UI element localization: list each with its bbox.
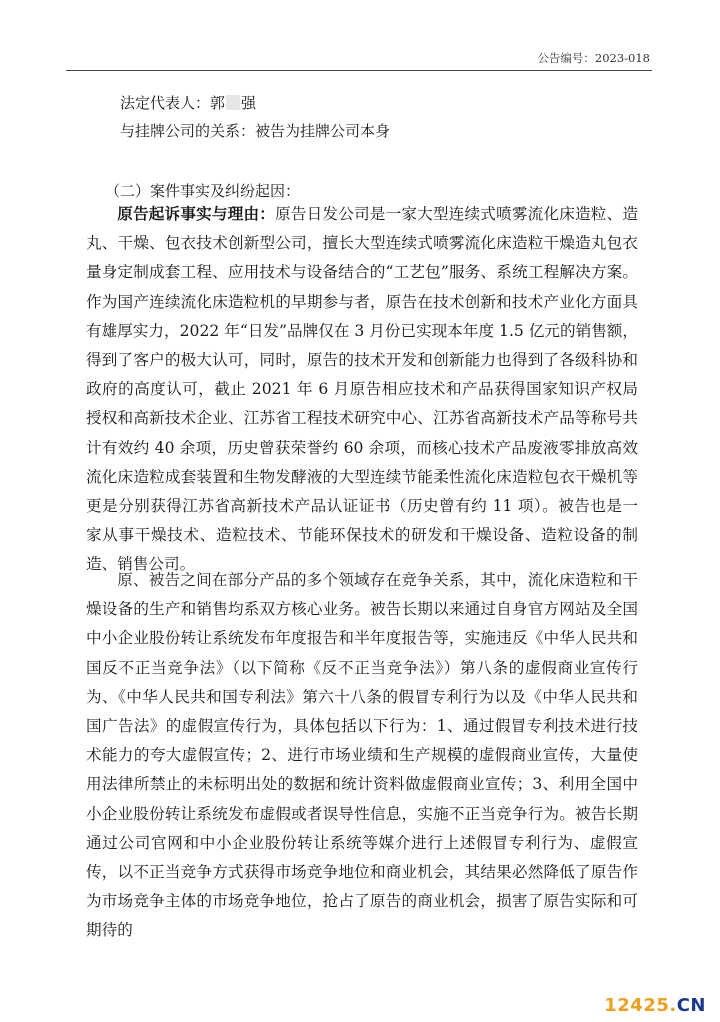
legal-rep-surname: 郭: [210, 94, 226, 112]
paragraph-lead: 原告起诉事实与理由：: [117, 204, 276, 223]
site-watermark-logo: [604, 995, 706, 1016]
paragraph-competition: [86, 566, 638, 946]
paragraph-text: 原、被告之间在部分产品的多个领域存在竞争关系，其中，流化床造粒和干燥设备的生产和销售均系双方核心业务。被告长期以来通过自身官方网站及全国中小企业股份转让系统发布年度报告和半年度报告等，实施违反《中华人民共和国反不正当竞争法》（以下简称《反不正当竞争法》）第八条的虚假商业宣传行为、《中华人民共和国专利法》第六十八条的假冒专利行为以及《中华人民共和国广告法》的虚假宣传行为，具体包括以下行为：1、通过假冒专利技术进行技术能力的夸大虚假宣传；2、进行市场业绩和生产规模的虚假商业宣传，大量使用法律所禁止的未标明出处的数据和统计资料做虚假商业宣传；3、利用全国中小企业股份转让系统发布虚假或者误导性信息，实施不正当竞争行为。被告长期通过公司官网和中小企业股份转让系统等媒介进行上述假冒专利行为、虚假宣传，以不正当竞争方式获得市场竞争地位和商业机会，其结果必然降低了原告作为市场竞争主体的市场竞争地位，抢占了原告的商业机会，损害了原告实际和可期待的: [86, 571, 638, 940]
relation-value: 被告为挂牌公司本身: [255, 122, 391, 140]
relation-label: 与挂牌公司的关系：: [120, 122, 256, 140]
header-divider: [66, 70, 652, 71]
legal-rep-given-name: 强: [241, 94, 257, 112]
legal-rep-label: 法定代表人：: [120, 94, 211, 112]
paragraph-plaintiff-claims: [86, 199, 638, 580]
redaction-block: [226, 95, 240, 110]
section-heading: （二）案件事实及纠纷起因：: [105, 182, 301, 200]
watermark-number: 12425: [604, 995, 670, 1016]
watermark-dot: .: [669, 995, 677, 1016]
watermark-suffix: CN: [676, 995, 706, 1016]
relation-line: [120, 120, 390, 141]
paragraph-text: 原告日发公司是一家大型连续式喷雾流化床造粒、造丸、干燥、包衣技术创新型公司，擅长大型连续式喷雾流化床造粒干燥造丸包衣量身定制成套工程、应用技术与设备结合的“工艺包”服务、系统工程解决方案。作为国产连续流化床造粒机的早期参与者，原告在技术创新和技术产业化方面具有雄厚实力，2022 年“日发”品牌仅在 3 月份已实现本年度 1.5 亿元的销售额，得到了客户的极大认可，同时，原告的技术开发和创新能力也得到了各级科协和政府的高度认可，截止 2021 年 6 月原告相应技术和产品获得国家知识产权局授权和高新技术企业、江苏省工程技术研究中心、江苏省高新技术产品等称号共计有效约 40 余项，历史曾获荣誉约 60 余项，而核心技术产品废液零排放高效流化床造粒成套装置和生物发酵液的大型连续节能柔性流化床造粒包衣干燥机等更是分别获得江苏省高新技术产品认证证书（历史曾有约 11 项）。被告也是一家从事干燥技术、造粒技术、节能环保技术的研发和干燥设备、造粒设备的制造、销售公司。: [86, 205, 638, 574]
document-number: 公告编号：2023-018: [537, 51, 650, 65]
legal-representative-line: [120, 92, 256, 113]
